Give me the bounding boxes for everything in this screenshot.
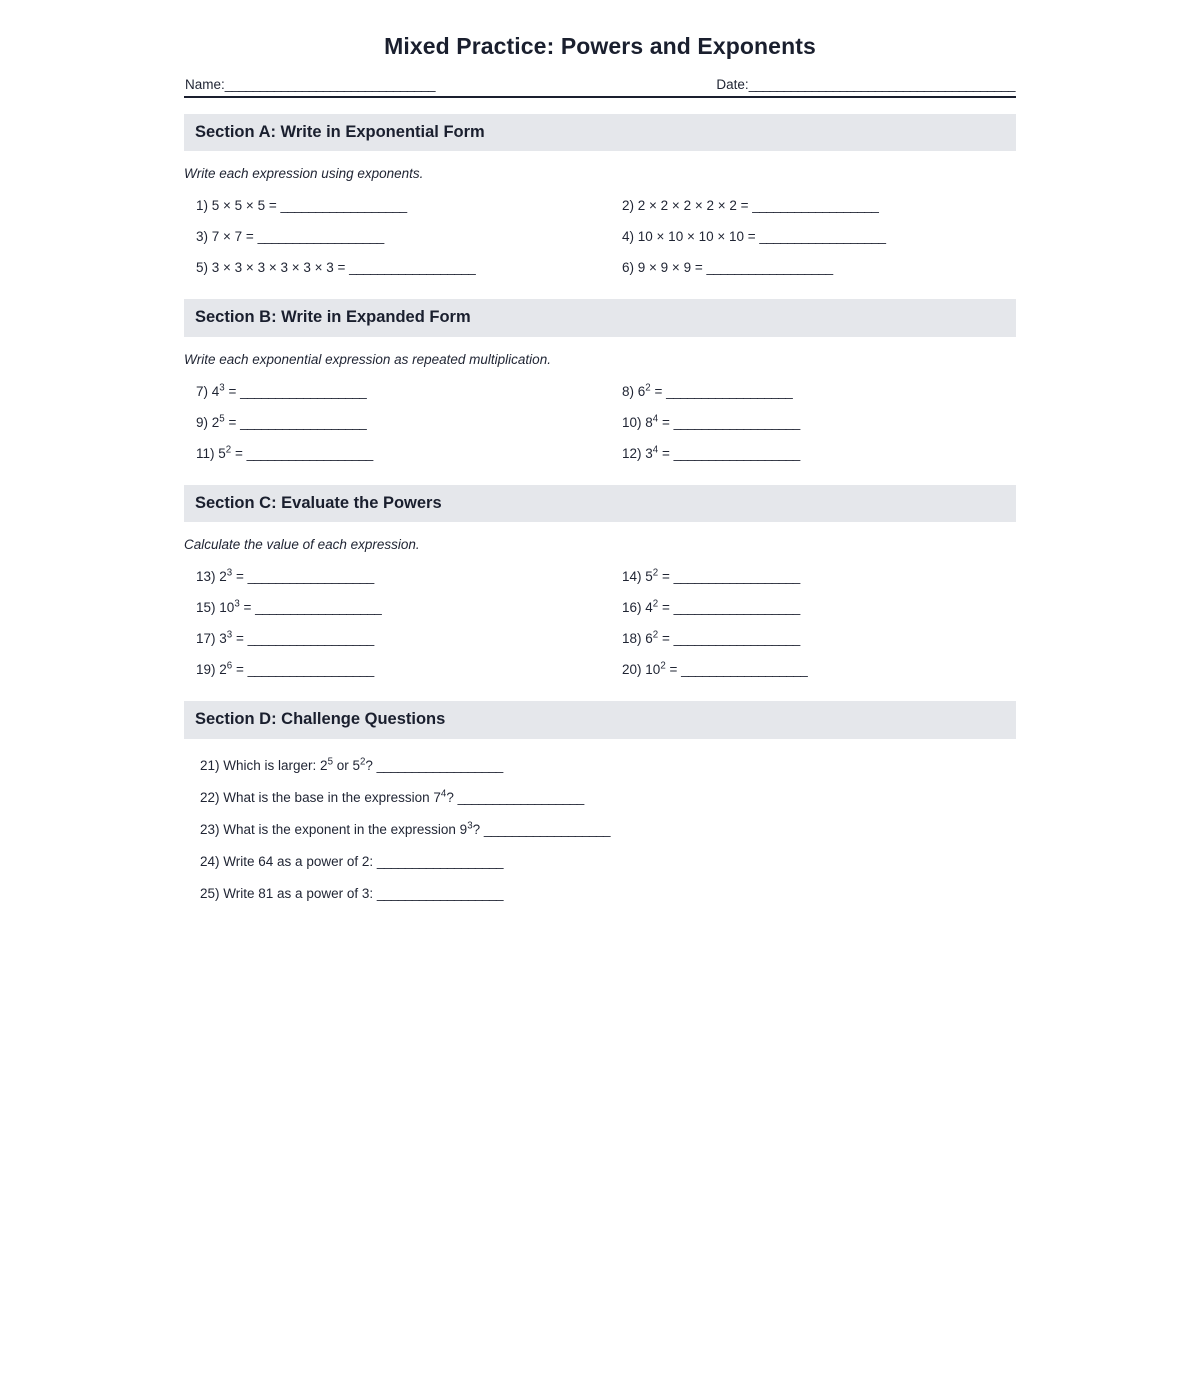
section-a: [184, 114, 1016, 284]
question-text: or 5: [332, 758, 360, 774]
question-text: =: [658, 569, 674, 585]
question-item[interactable]: [622, 438, 1016, 469]
name-blank-line: ______________________________: [224, 76, 436, 92]
answer-blank[interactable]: __________________: [376, 758, 503, 774]
power-base: 2: [211, 414, 220, 430]
question-text: 3 × 3 × 3 × 3 × 3 × 3 =: [211, 260, 350, 276]
question-number: 12): [622, 445, 642, 461]
power-exponent: 2: [652, 567, 659, 579]
section-b: [184, 299, 1016, 469]
question-item[interactable]: [622, 252, 1016, 283]
question-item[interactable]: [184, 376, 622, 407]
power-base: 2: [219, 569, 227, 585]
question-number: 19): [196, 662, 216, 678]
power-base: 10: [219, 600, 235, 616]
section-c-questions: [184, 561, 1016, 685]
question-text: =: [231, 445, 247, 461]
answer-blank[interactable]: __________________: [255, 600, 382, 616]
question-number: 11): [196, 445, 215, 461]
question-item[interactable]: [184, 221, 622, 252]
page-title: Mixed Practice: Powers and Exponents: [384, 33, 816, 59]
answer-blank[interactable]: __________________: [706, 260, 833, 276]
power-base: 6: [645, 631, 653, 647]
power-base: 4: [211, 383, 220, 399]
question-item[interactable]: [622, 592, 1016, 623]
question-text: Write 81 as a power of 3:: [223, 886, 374, 902]
question-item[interactable]: [184, 654, 622, 685]
power-base: 6: [637, 383, 646, 399]
question-item[interactable]: [184, 190, 622, 221]
question-item[interactable]: [622, 407, 1016, 438]
question-number: 10): [622, 414, 642, 430]
question-number: 5): [196, 260, 209, 276]
question-item[interactable]: [184, 592, 622, 623]
power-exponent: 2: [652, 598, 659, 610]
question-number: 8): [622, 383, 635, 399]
power-exponent: 3: [234, 598, 240, 610]
question-text: =: [232, 569, 248, 585]
section-a-questions: [184, 190, 1016, 283]
section-a-instructions: Write each expression using exponents.: [184, 166, 424, 182]
power-exponent: 4: [652, 444, 659, 456]
question-item[interactable]: [184, 782, 1016, 814]
answer-blank[interactable]: __________________: [376, 854, 504, 870]
power-base: 3: [645, 445, 653, 461]
question-item[interactable]: [184, 561, 622, 592]
question-number: 15): [196, 600, 216, 616]
power-base: 5: [645, 569, 653, 585]
answer-blank[interactable]: __________________: [257, 229, 384, 245]
power-exponent: 2: [652, 629, 659, 641]
name-label: Name:: [185, 76, 225, 92]
question-text: Which is larger: 2: [223, 758, 328, 774]
question-item[interactable]: [184, 878, 1016, 910]
question-text: =: [224, 414, 241, 430]
question-text: =: [658, 414, 674, 430]
section-d-heading: Section D: Challenge Questions: [195, 710, 446, 729]
question-number: 24): [200, 854, 220, 870]
question-item[interactable]: [622, 376, 1016, 407]
section-c-heading: Section C: Evaluate the Powers: [195, 493, 442, 512]
question-text: 2 × 2 × 2 × 2 × 2 =: [637, 198, 753, 214]
question-text: =: [658, 631, 674, 647]
date-field[interactable]: [716, 77, 1016, 92]
answer-blank[interactable]: __________________: [666, 383, 793, 399]
answer-blank[interactable]: __________________: [759, 229, 886, 245]
question-text: ?: [472, 822, 484, 838]
power-base: 5: [218, 445, 226, 461]
question-text: =: [658, 600, 674, 616]
header-divider: [184, 96, 1016, 98]
power-exponent: 4: [652, 413, 659, 425]
question-number: 18): [622, 631, 642, 647]
question-item[interactable]: [622, 190, 1016, 221]
question-number: 14): [622, 569, 642, 585]
question-number: 20): [622, 662, 642, 678]
answer-blank[interactable]: __________________: [247, 662, 374, 678]
power-exponent: 3: [219, 382, 225, 394]
question-number: 1): [196, 198, 209, 214]
answer-blank[interactable]: __________________: [673, 569, 800, 585]
question-text: =: [658, 445, 674, 461]
question-item[interactable]: [622, 561, 1016, 592]
question-number: 17): [196, 631, 216, 647]
question-item[interactable]: [622, 623, 1016, 654]
question-item[interactable]: [184, 438, 622, 469]
power-exponent: 2: [660, 660, 666, 672]
power-exponent: 3: [226, 567, 233, 579]
question-number: 7): [196, 383, 209, 399]
question-number: 4): [622, 229, 635, 245]
section-d-header: [184, 701, 1016, 739]
question-text: =: [224, 383, 241, 399]
power-base: 4: [645, 600, 653, 616]
question-number: 16): [622, 600, 642, 616]
question-number: 6): [622, 260, 635, 276]
section-a-header: [184, 114, 1016, 152]
name-date-row: [184, 77, 1016, 92]
question-number: 25): [200, 886, 220, 902]
question-text: What is the base in the expression 7: [223, 790, 441, 806]
question-text: ?: [446, 790, 458, 806]
answer-blank[interactable]: __________________: [247, 569, 374, 585]
question-text: =: [232, 662, 248, 678]
question-item[interactable]: [184, 750, 1016, 782]
date-label: Date:: [716, 76, 749, 92]
section-b-instructions: Write each exponential expression as repeated multiplication.: [184, 351, 551, 367]
power-base: 8: [645, 414, 653, 430]
name-field[interactable]: [184, 77, 435, 92]
question-text: 5 × 5 × 5 =: [211, 198, 281, 214]
question-item[interactable]: [184, 846, 1016, 878]
question-text: =: [650, 383, 667, 399]
answer-blank[interactable]: __________________: [681, 662, 808, 678]
power-exponent: 2: [225, 444, 232, 456]
section-c: [184, 485, 1016, 686]
question-text: =: [239, 600, 256, 616]
answer-blank[interactable]: __________________: [240, 414, 367, 430]
question-number: 13): [196, 569, 216, 585]
section-b-questions: [184, 376, 1016, 469]
question-item[interactable]: [184, 407, 622, 438]
question-item[interactable]: [184, 814, 1016, 846]
date-blank-line: ______________________________________: [748, 76, 1015, 92]
question-text: What is the exponent in the expression 9: [223, 822, 468, 838]
answer-blank[interactable]: __________________: [280, 198, 407, 214]
answer-blank[interactable]: __________________: [376, 886, 504, 902]
question-number: 9): [196, 414, 209, 430]
question-item[interactable]: [622, 654, 1016, 685]
power-base: 3: [219, 631, 227, 647]
power-exponent: 4: [440, 788, 447, 800]
question-text: 10 × 10 × 10 × 10 =: [637, 229, 760, 245]
power-exponent: 3: [467, 820, 473, 832]
answer-blank[interactable]: __________________: [349, 260, 476, 276]
answer-blank[interactable]: __________________: [457, 790, 584, 806]
question-number: 23): [200, 822, 220, 838]
power-base: 2: [219, 662, 227, 678]
answer-blank[interactable]: __________________: [240, 383, 367, 399]
worksheet-body: [184, 0, 1016, 910]
question-text: 9 × 9 × 9 =: [637, 260, 707, 276]
question-item[interactable]: [184, 252, 622, 283]
answer-blank[interactable]: __________________: [673, 445, 800, 461]
question-text: ?: [365, 758, 377, 774]
section-c-instructions: Calculate the value of each expression.: [184, 537, 420, 553]
section-b-heading: Section B: Write in Expanded Form: [195, 308, 471, 327]
question-number: 22): [200, 790, 220, 806]
power-base: 10: [645, 662, 661, 678]
power-exponent: 5: [327, 756, 333, 768]
question-number: 2): [622, 198, 635, 214]
question-text: =: [232, 631, 248, 647]
question-number: 3): [196, 229, 209, 245]
section-c-header: [184, 485, 1016, 523]
section-a-heading: Section A: Write in Exponential Form: [195, 122, 485, 141]
question-text: Write 64 as a power of 2:: [223, 854, 374, 870]
answer-blank[interactable]: __________________: [483, 822, 611, 838]
answer-blank[interactable]: __________________: [673, 631, 800, 647]
power-exponent: 3: [226, 629, 233, 641]
answer-blank[interactable]: __________________: [673, 600, 800, 616]
question-number: 21): [200, 758, 220, 774]
question-text: 7 × 7 =: [211, 229, 258, 245]
power-exponent: 5: [219, 413, 225, 425]
section-d: [184, 701, 1016, 910]
question-item[interactable]: [622, 221, 1016, 252]
answer-blank[interactable]: __________________: [752, 198, 879, 214]
answer-blank[interactable]: __________________: [247, 631, 374, 647]
power-exponent: 2: [645, 382, 651, 394]
question-text: =: [665, 662, 682, 678]
answer-blank[interactable]: __________________: [246, 445, 373, 461]
answer-blank[interactable]: __________________: [673, 414, 800, 430]
power-exponent: 2: [360, 756, 366, 768]
section-d-questions: [184, 750, 1016, 910]
power-exponent: 6: [226, 660, 233, 672]
section-b-header: [184, 299, 1016, 337]
question-item[interactable]: [184, 623, 622, 654]
